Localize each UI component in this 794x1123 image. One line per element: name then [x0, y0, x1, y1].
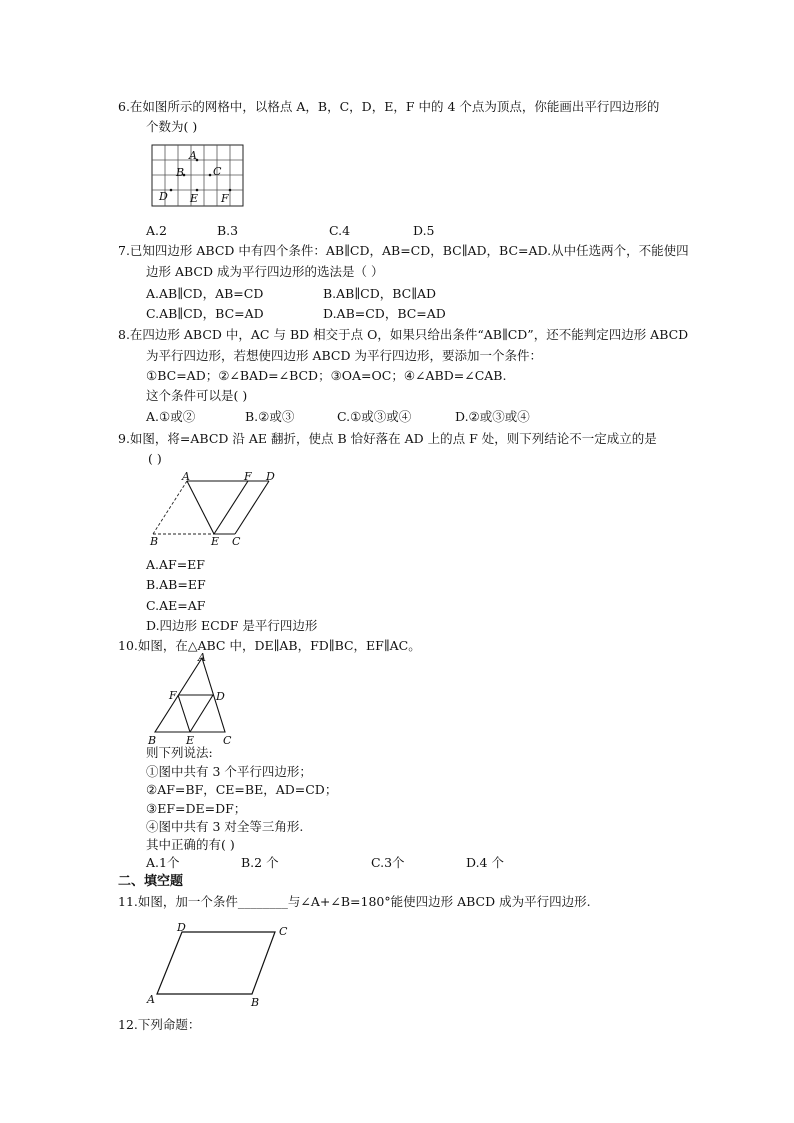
q9-option-a: A.AF=EF [146, 557, 205, 572]
q7-line2: 边形 ABCD 成为平行四边形的选法是（ ） [146, 264, 384, 279]
q10-line1: 10.如图，在△ABC 中，DE∥AB，FD∥BC，EF∥AC。 [118, 638, 421, 653]
q6-label-f: F [221, 192, 229, 205]
q11-parallelogram-figure [145, 918, 300, 1010]
q10-label-b: B [148, 734, 157, 747]
q8-option-d: D.②或③或④ [455, 409, 530, 424]
q6-line1: 6.在如图所示的网格中，以格点 A，B，C，D，E，F 中的 4 个点为顶点，你能画出平行四边形的 [118, 99, 660, 114]
q11-label-c: C [279, 925, 288, 938]
q11-label-d: D [177, 921, 186, 934]
q10-label-a: A [198, 651, 206, 664]
q6-grid-figure [152, 145, 247, 210]
q8-option-b: B.②或③ [245, 409, 295, 424]
q11-label-a: A [147, 993, 155, 1006]
q9-line1: 9.如图，将=ABCD 沿 AE 翻折，使点 B 恰好落在 AD 上的点 F 处，则下列结论不一定成立的是 [118, 431, 657, 446]
q8-line4: 这个条件可以是( ) [146, 388, 248, 403]
q10-triangle-figure [145, 650, 240, 745]
q7-option-c: C.AB∥CD，BC=AD [146, 306, 264, 321]
q10-option-a: A.1个 [146, 855, 180, 870]
q6-line2: 个数为( ) [146, 119, 198, 134]
q6-option-b: B.3 [217, 223, 239, 238]
q6-option-c: C.4 [329, 223, 351, 238]
q7-option-a: A.AB∥CD，AB=CD [146, 286, 264, 301]
q10-statement-1: ①图中共有 3 个平行四边形； [146, 764, 312, 779]
q7-option-d: D.AB=CD，BC=AD [323, 306, 446, 321]
q10-option-d: D.4 个 [466, 855, 504, 870]
q10-question: 其中正确的有( ) [146, 837, 235, 852]
q10-label-e: E [186, 734, 195, 747]
q10-label-d: D [216, 690, 225, 703]
q8-option-c: C.①或③或④ [337, 409, 412, 424]
q9-label-d: D [266, 470, 275, 483]
q6-label-a: A [189, 149, 197, 162]
q9-option-b: B.AB=EF [146, 577, 206, 592]
q10-intro: 则下列说法: [146, 745, 213, 760]
q7-line1: 7.已知四边形 ABCD 中有四个条件：AB∥CD，AB=CD，BC∥AD，BC=AD.从中任选两个，不能使四 [118, 243, 689, 258]
q6-option-d: D.5 [413, 223, 435, 238]
q9-label-a: A [182, 470, 190, 483]
q9-option-d: D.四边形 ECDF 是平行四边形 [146, 618, 318, 633]
q10-option-c: C.3个 [371, 855, 405, 870]
q9-line2: ( ) [148, 451, 162, 466]
q7-option-b: B.AB∥CD，BC∥AD [323, 286, 437, 301]
q8-line1: 8.在四边形 ABCD 中，AC 与 BD 相交于点 O，如果只给出条件“AB∥CD”，还不能判定四边形 ABCD [118, 327, 689, 342]
q10-label-c: C [223, 734, 232, 747]
q9-label-b: B [150, 535, 159, 548]
q10-label-f: F [169, 689, 177, 702]
q6-label-b: B [176, 166, 185, 179]
q11-text: 11.如图，加一个条件________与∠A+∠B=180°能使四边形 ABCD 成为平行四边形. [118, 894, 591, 909]
q8-option-a: A.①或② [146, 409, 196, 424]
q8-line2: 为平行四边形，若想使四边形 ABCD 为平行四边形，要添加一个条件： [146, 348, 542, 363]
q9-label-c: C [232, 535, 241, 548]
q11-label-b: B [251, 996, 260, 1009]
q6-label-e: E [190, 192, 199, 205]
q10-statement-2: ②AF=BF，CE=BE，AD=CD； [146, 782, 338, 797]
q10-option-b: B.2 个 [241, 855, 279, 870]
q9-label-e: E [211, 535, 220, 548]
q9-option-c: C.AE=AF [146, 598, 206, 613]
q8-line3: ①BC=AD；②∠BAD=∠BCD；③OA=OC；④∠ABD=∠CAB. [146, 368, 507, 383]
q12-text: 12.下列命题： [118, 1017, 201, 1032]
section-title-fill-in: 二、填空题 [118, 874, 184, 889]
q6-label-c: C [213, 165, 222, 178]
q6-option-a: A.2 [146, 223, 167, 238]
q9-parallelogram-figure [146, 470, 286, 548]
q10-statement-3: ③EF=DE=DF； [146, 801, 247, 816]
q6-label-d: D [159, 190, 168, 203]
q9-label-f: F [244, 470, 252, 483]
q10-statement-4: ④图中共有 3 对全等三角形. [146, 819, 304, 834]
